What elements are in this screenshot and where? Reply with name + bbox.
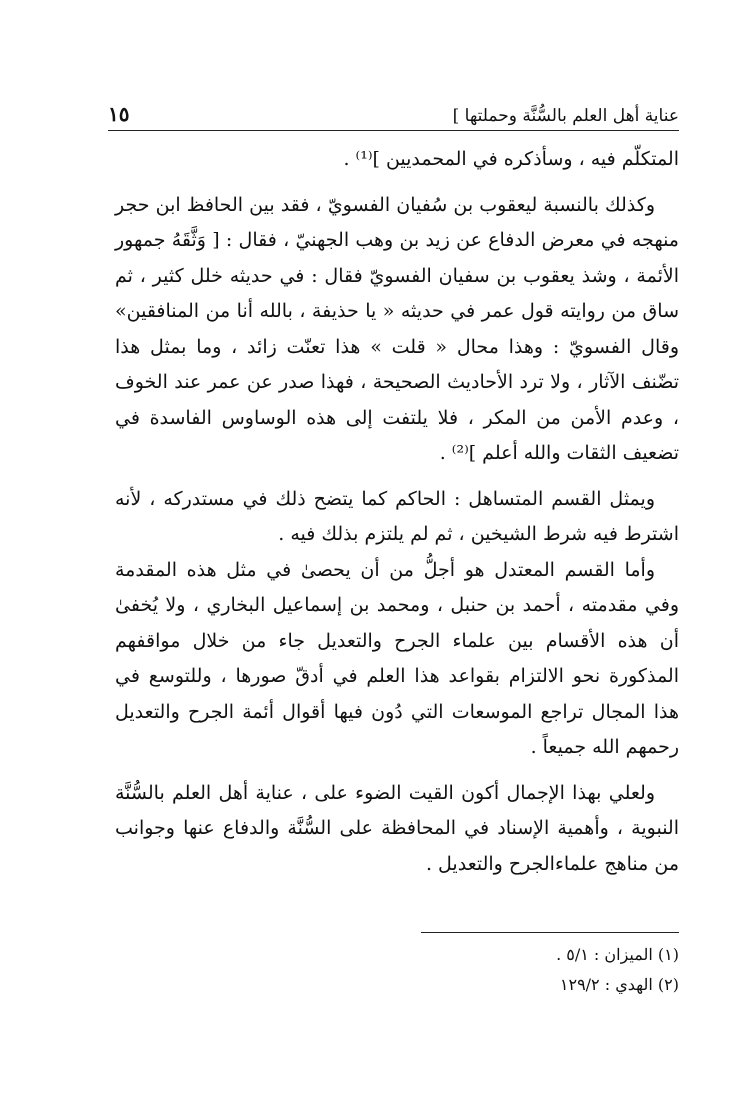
paragraph-1: المتكلّم فيه ، وسأذكره في المحمديين ]⁽¹⁾ . <box>343 148 679 170</box>
paragraph-2: وكذلك بالنسبة ليعقوب بن سُفيان الفسويّ ، فقد بين الحافظ ابن حجر منهجه في معرض الدفاع عن زيد بن وهب الجهنيّ ، فقال : [ وَثَّقَهُ جمهور الأئمة ، وشذ يعقوب بن سفيان الفسويّ فقال : في حديثه خلل كثير ، ثم ساق من روايته قول عمر في حديثه « يا حذيفة ، بالله أنا من المنافقين» وقال الفسويّ : وهذا محال « قلت » هذا تعنّت زائد ، وما بمثل هذا تضّنف الآثار ، ولا ترد الأحاديث الصحيحة ، فهذا صدر عن عمر عند الخوف ، وعدم الأمن من المكر ، فلا يلتفت إلى هذه الوساوس الفاسدة في تضعيف الثقات والله أعلم ]⁽²⁾ . <box>115 193 679 464</box>
paragraph-3: ويمثل القسم المتساهل : الحاكم كما يتضح ذلك في مستدركه ، لأنه اشترط فيه شرط الشيخين ، ثم لم يلتزم بذلك فيه . <box>115 487 679 545</box>
main-text <box>115 142 679 882</box>
footnote-1: (١) الميزان : ٥/١ . <box>556 945 679 964</box>
running-title: عناية أهل العلم بالسُّنَّة وحملتها ] <box>452 106 679 126</box>
footnote-divider <box>421 932 679 933</box>
page-number: ١٥ <box>108 102 130 126</box>
paragraph-5: ولعلي بهذا الإجمال أكون القيت الضوء على ، عناية أهل العلم بالسُّنَّة النبوية ، وأهمية الإسناد في المحافظة على السُّنَّة والدفاع عنها وجوانب من مناهج علماءالجرح والتعديل . <box>115 781 679 875</box>
footnote-2: (٢) الهدي : ١٢٩/٢ <box>559 975 679 994</box>
footnotes <box>379 940 679 1000</box>
page-header <box>108 94 679 131</box>
paragraph-4: وأما القسم المعتدل هو أجلُّ من أن يحصىٰ في مثل هذه المقدمة وفي مقدمته ، أحمد بن حنبل ، ومحمد بن إسماعيل البخاري ، ولا يُخفىٰ أن هذه الأقسام بين علماء الجرح والتعديل جاء من خلال مواقفهم المذكورة نحو الالتزام بقواعد هذا العلم في أدقّ صورها ، وللتوسع في هذا المجال تراجع الموسعات التي دُون فيها أقوال أئمة الجرح والتعديل رحمهم الله جميعاً . <box>115 558 679 758</box>
